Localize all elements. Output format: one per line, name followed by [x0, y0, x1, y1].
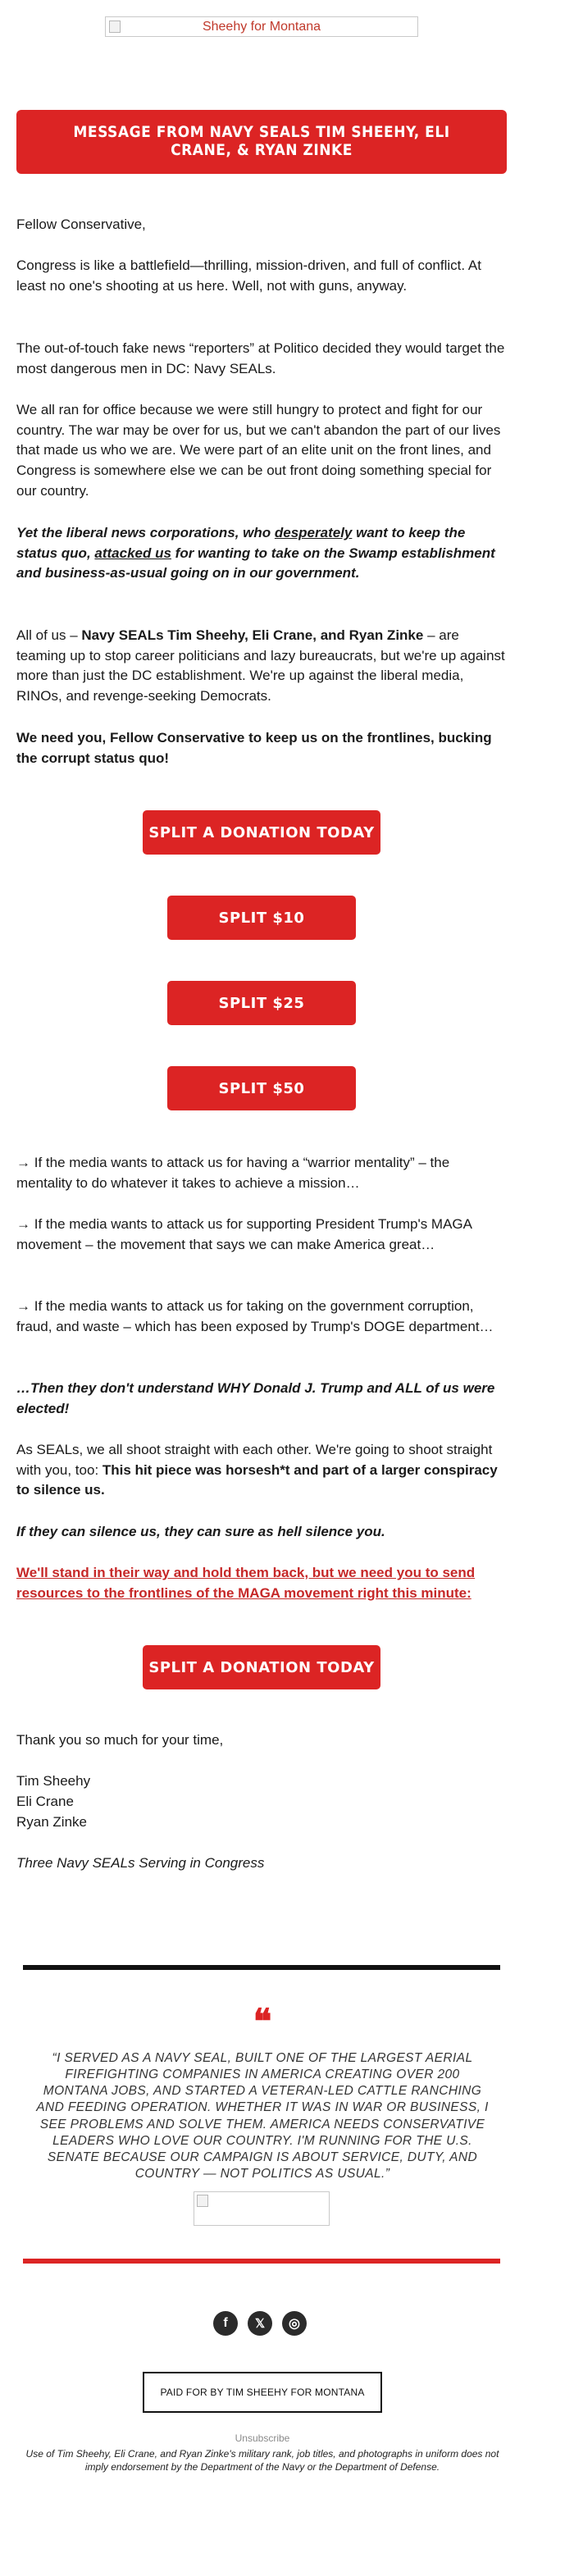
paragraph-8: → If the media wants to attack us for supporting President Trump's MAGA movement – the movement that says we can make America great… — [16, 1216, 472, 1252]
unsubscribe-link[interactable]: Unsubscribe — [235, 2432, 290, 2444]
signer-2: Eli Crane — [16, 1794, 74, 1809]
paragraph-5 — [16, 626, 508, 707]
p5-c: – are teaming up to stop career politicians and lazy bureaucrats, but we're up against more than just the DC establishment. We're up against the liberal media, RINOs, and revenge-seeking Democrats. — [16, 627, 505, 704]
tagline: Three Navy SEALs Serving in Congress — [16, 1855, 265, 1871]
paid-for-text: PAID FOR BY TIM SHEEHY FOR MONTANA — [160, 2387, 365, 2398]
broken-image-icon — [197, 2195, 208, 2207]
paragraph-10: …Then they don't understand WHY Donald J. Trump and ALL of us were elected! — [16, 1380, 495, 1416]
paragraph-9: → If the media wants to attack us for taking on the government corruption, fraud, and waste – which has been exposed by Trump's DOGE department… — [16, 1298, 494, 1334]
instagram-icon[interactable]: ◎ — [282, 2311, 307, 2336]
paragraph-3: We all ran for office because we were still hungry to protect and fight for our country. The war may be over for us, but we can't abandon the part of our lives that made us who we are. We were part of an elite unit on the front lines, and Congress is somewhere else we can be out front doing something special for our country. — [16, 402, 501, 499]
greeting: Fellow Conservative, — [16, 217, 146, 232]
split-25-button[interactable]: SPLIT $25 — [167, 981, 356, 1025]
split-donation-button[interactable]: SPLIT A DONATION TODAY — [143, 810, 380, 855]
facebook-icon[interactable]: f — [213, 2311, 238, 2336]
signer-1: Tim Sheehy — [16, 1773, 91, 1789]
frontlines-link[interactable]: We'll stand in their way and hold them back, but we need you to send resources to the frontlines of the MAGA movement right this minute: — [16, 1565, 476, 1601]
paragraph-11 — [16, 1440, 508, 1501]
banner-title: MESSAGE FROM NAVY SEALS TIM SHEEHY, ELI CRANE, & RYAN ZINKE — [73, 123, 450, 159]
thanks: Thank you so much for your time, — [16, 1732, 224, 1748]
split-50-button[interactable]: SPLIT $50 — [167, 1066, 356, 1110]
paragraph-2: The out-of-touch fake news “reporters” at Politico decided they would target the most dangerous men in DC: Navy SEALs. — [16, 340, 505, 376]
broken-image-icon — [109, 21, 121, 33]
x-icon[interactable]: 𝕏 — [248, 2311, 272, 2336]
p5-a: All of us – — [16, 627, 82, 643]
p5-b: Navy SEALs Tim Sheehy, Eli Crane, and Ryan Zinke — [81, 627, 424, 643]
header-logo-image[interactable] — [105, 16, 418, 37]
p11-b: This hit piece was horsesh*t and part of a larger conspiracy to silence us. — [16, 1461, 498, 1498]
paragraph-12: If they can silence us, they can sure as hell silence you. — [16, 1524, 385, 1539]
p4-b: desperately — [274, 525, 353, 540]
paid-for-box — [143, 2372, 382, 2413]
signature-image — [194, 2191, 330, 2226]
paragraph-4 — [16, 523, 508, 584]
p4-c: want to keep the status quo, — [16, 525, 466, 561]
disclaimer: Use of Tim Sheehy, Eli Crane, and Ryan Zinke's military rank, job titles, and photographs in uniform does not imply endorsement by the Department of the Navy or the Department of Defense. — [25, 2448, 499, 2473]
p4-a: Yet the liberal news corporations, who — [16, 525, 275, 540]
divider-black — [23, 1965, 500, 1970]
header-logo-alt: Sheehy for Montana — [202, 19, 321, 34]
quote-icon: ❝ — [253, 2001, 272, 2041]
paragraph-7: → If the media wants to attack us for having a “warrior mentality” – the mentality to do whatever it takes to achieve a mission… — [16, 1155, 450, 1191]
divider-red — [23, 2259, 500, 2264]
split-10-button[interactable]: SPLIT $10 — [167, 896, 356, 940]
p4-e: for wanting to take on the Swamp establishment and business-as-usual going on in our government. — [16, 545, 495, 581]
candidate-quote: “I SERVED AS A NAVY SEAL, BUILT ONE OF THE LARGEST AERIAL FIREFIGHTING COMPANIES IN AMERICA CREATING OVER 200 MONTANA JOBS, AND STARTED A VETERAN-LED CATTLE RANCHING AND FEEDING OPERATION. WHETHER IT WAS IN WAR OR BUSINESS, I SEE PROBLEMS AND SOLVE THEM. AMERICA NEEDS CONSERVATIVE LEADERS WHO LOVE OUR COUNTRY. I'M RUNNING FOR THE U.S. SENATE BECAUSE OUR CAMPAIGN IS ABOUT SERVICE, DUTY, AND COUNTRY — NOT POLITICS AS USUAL.” — [36, 2051, 489, 2181]
p11-a: As SEALs, we all shoot straight with each other. We're going to shoot straight with you, too: — [16, 1442, 493, 1478]
paragraph-1: Congress is like a battlefield—thrilling, mission-driven, and full of conflict. At least no one's shooting at us here. Well, not with guns, anyway. — [16, 258, 481, 294]
split-donation-button-2[interactable]: SPLIT A DONATION TODAY — [143, 1645, 380, 1689]
paragraph-6: We need you, Fellow Conservative to keep us on the frontlines, bucking the corrupt status quo! — [16, 730, 492, 766]
paragraph-13 — [16, 1563, 508, 1603]
message-banner — [16, 110, 507, 174]
signer-3: Ryan Zinke — [16, 1814, 87, 1830]
p4-d: attacked us — [94, 545, 171, 561]
